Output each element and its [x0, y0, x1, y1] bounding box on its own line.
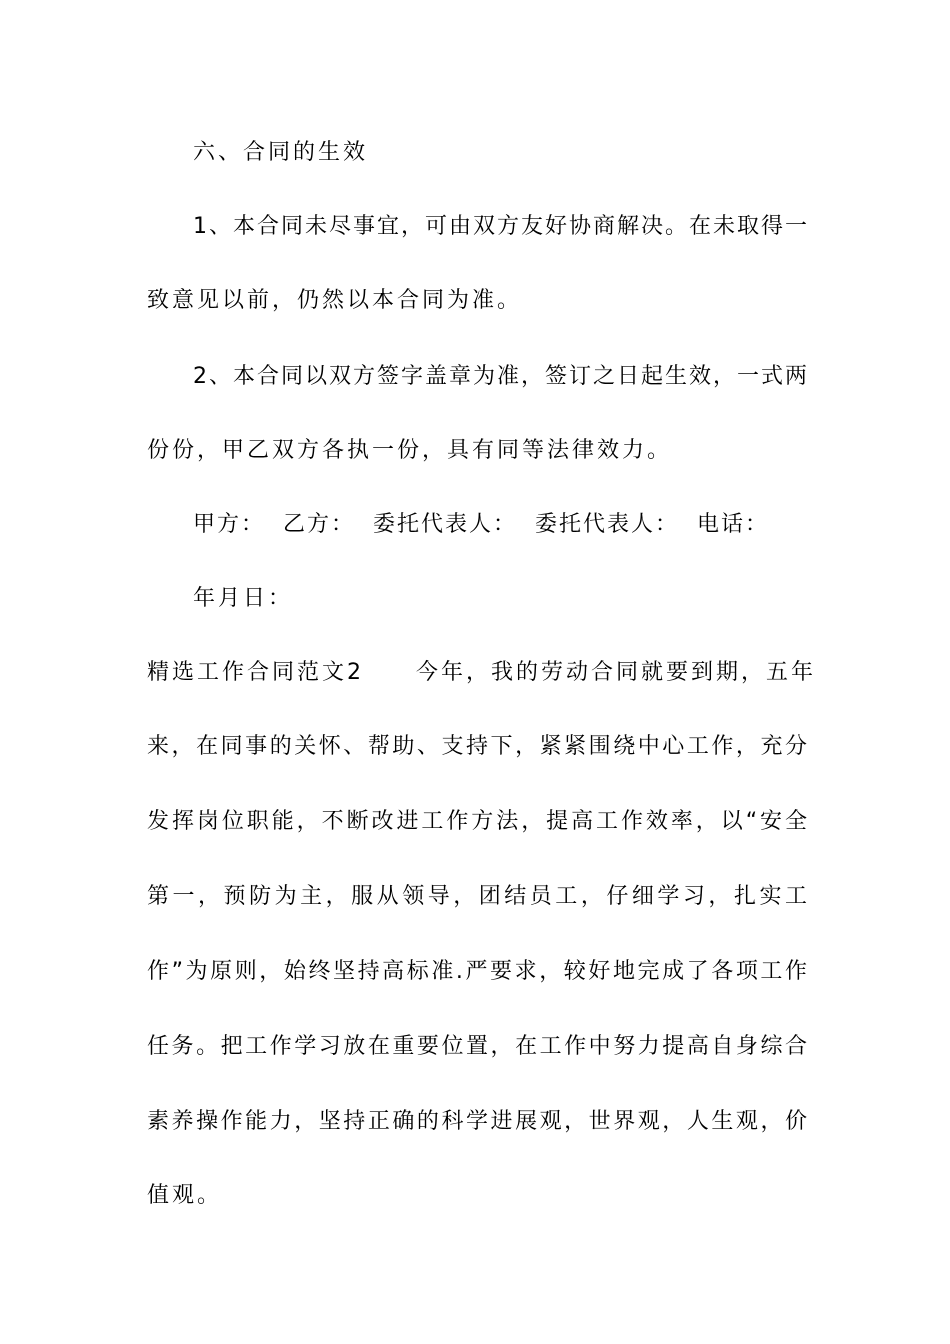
essay-title: 精选工作合同范文2	[147, 660, 364, 685]
clause-2-line-1: 2、本合同以双方签字盖章为准，签订之日起生效，一式两	[193, 364, 807, 389]
essay-line-5: 作”为原则，始终坚持高标准.严要求，较好地完成了各项工作	[147, 959, 807, 984]
essay-line-7: 素养操作能力，坚持正确的科学进展观，世界观，人生观，价	[147, 1109, 807, 1134]
clause-2-line-2: 份份，甲乙双方各执一份，具有同等法律效力。	[147, 438, 673, 463]
section-heading: 六、合同的生效	[193, 140, 369, 165]
essay-line-3: 发挥岗位职能，不断改进工作方法，提高工作效率，以“安全	[147, 809, 807, 834]
essay-line-1: 今年，我的劳动合同就要到期，五年	[416, 660, 817, 685]
essay-line-2: 来，在同事的关怀、帮助、支持下，紧紧围绕中心工作，充分	[147, 734, 807, 759]
essay-first-line	[147, 657, 817, 689]
clause-1-line-1: 1、本合同未尽事宜，可由双方友好协商解决。在未取得一	[193, 214, 807, 239]
essay-line-8: 值观。	[147, 1183, 223, 1208]
date-line: 年月日：	[193, 586, 294, 611]
signature-line: 甲方： 乙方： 委托代表人： 委托代表人： 电话：	[193, 512, 769, 537]
clause-1-line-2: 致意见以前，仍然以本合同为准。	[147, 288, 523, 313]
essay-line-4: 第一，预防为主，服从领导，团结员工，仔细学习，扎实工	[147, 884, 807, 909]
essay-line-6: 任务。把工作学习放在重要位置，在工作中努力提高自身综合	[147, 1034, 807, 1059]
